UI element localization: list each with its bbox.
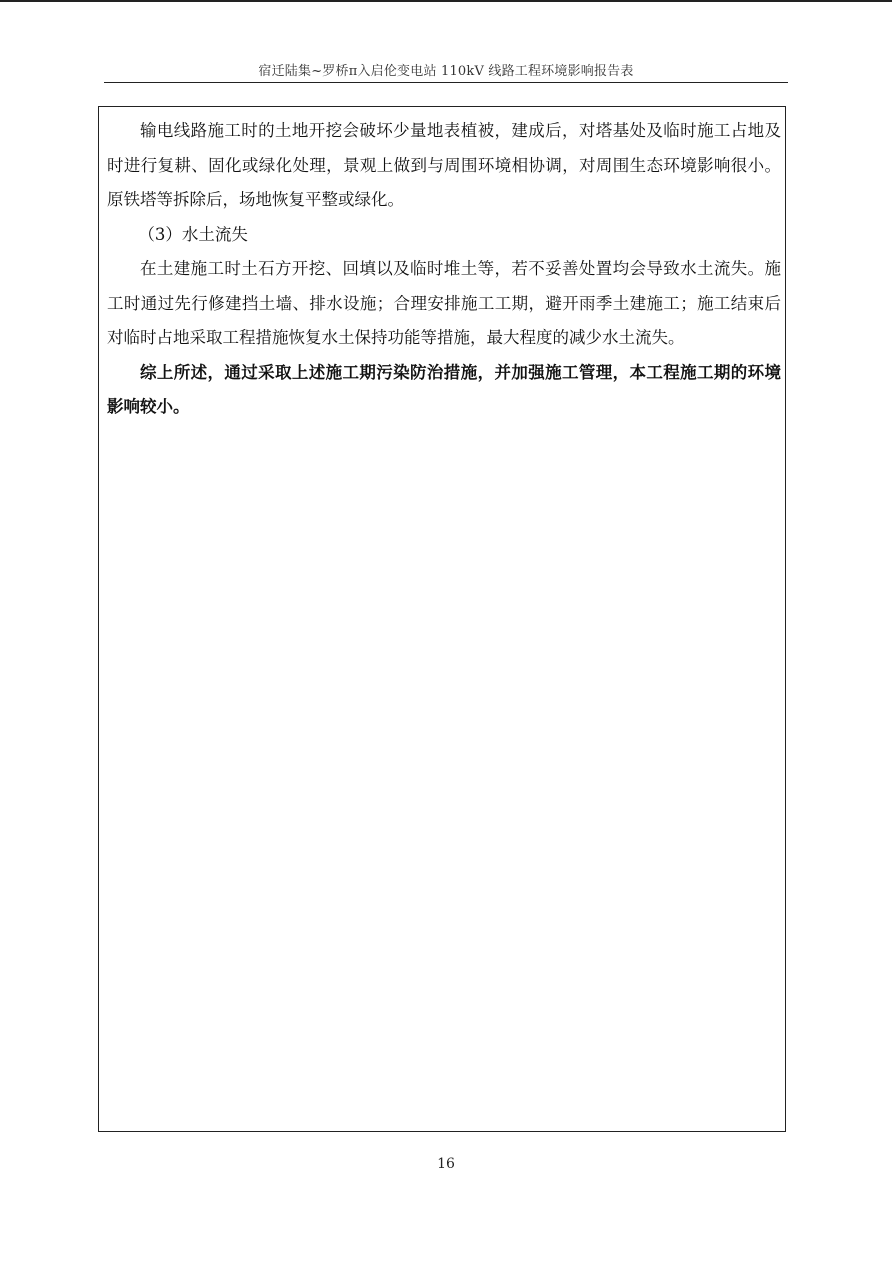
subheading-soil-erosion: （3）水土流失 [138,224,248,244]
header-rule [104,82,788,83]
paragraph-ecology-restoration: 输电线路施工时的土地开挖会破坏少量地表植被，建成后，对塔基处及临时施工占地及时进行复耕、固化或绿化处理，景观上做到与周围环境相协调，对周围生态环境影响很小。原铁塔等拆除后，场地恢复平整或绿化。 [107,121,781,209]
paragraph-soil-erosion: 在土建施工时土石方开挖、回填以及临时堆土等，若不妥善处置均会导致水土流失。施工时通过先行修建挡土墙、排水设施；合理安排施工工期，避开雨季土建施工；施工结束后对临时占地采取工程措施恢复水土保持功能等措施，最大程度的减少水土流失。 [107,259,781,347]
running-header-title: 宿迁陆集~罗桥π入启伦变电站 110kV 线路工程环境影响报告表 [258,64,634,79]
page-top-border [0,0,892,2]
report-body [107,114,781,425]
paragraph-conclusion: 综上所述，通过采取上述施工期污染防治措施，并加强施工管理，本工程施工期的环境影响较小。 [107,362,781,416]
page-number: 16 [437,1156,455,1172]
